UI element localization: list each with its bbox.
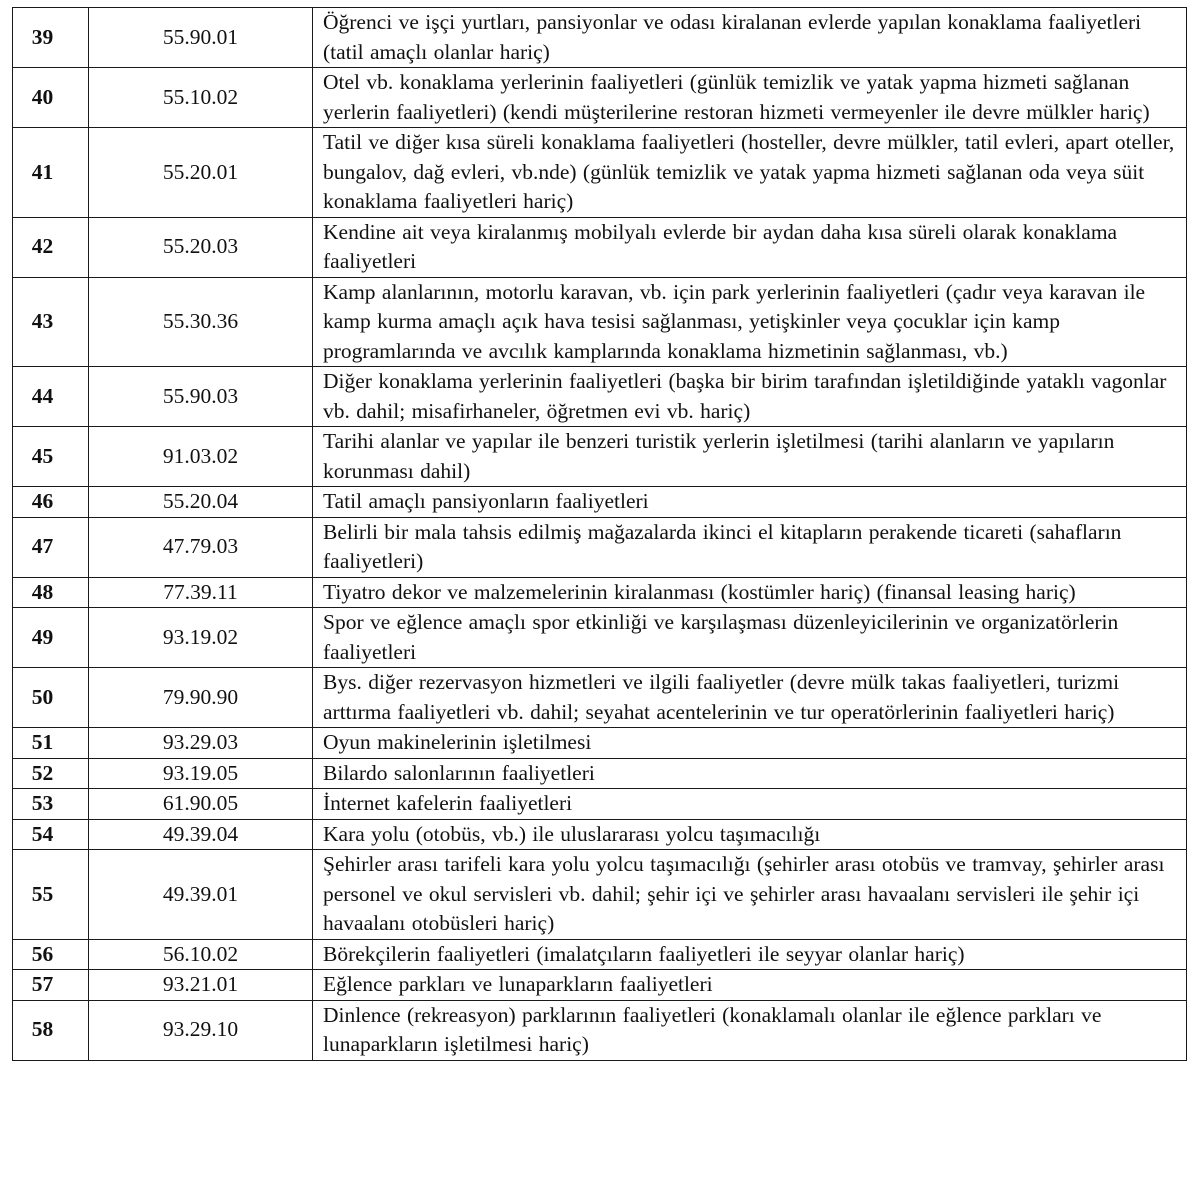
table-row	[13, 427, 1187, 487]
activity-code: 55.90.01	[89, 8, 313, 68]
activity-description: Otel vb. konaklama yerlerinin faaliyetleri (günlük temizlik ve yatak yapma hizmeti sağlanan yerlerin faaliyetleri) (kendi müşterilerine restoran hizmeti vermeyenler ile devre mülkler hariç)	[313, 68, 1187, 128]
row-number: 39	[13, 8, 89, 68]
activity-code: 93.29.10	[89, 1000, 313, 1060]
activity-description: Tatil ve diğer kısa süreli konaklama faaliyetleri (hosteller, devre mülkler, tatil evleri, apart oteller, bungalov, dağ evleri, vb.nde) (günlük temizlik ve yatak yapma hizmeti sağlanan oda veya süit konaklama faaliyetleri hariç)	[313, 128, 1187, 218]
activity-code: 55.20.03	[89, 217, 313, 277]
table-row	[13, 577, 1187, 608]
activity-description: Bilardo salonlarının faaliyetleri	[313, 758, 1187, 789]
row-number: 56	[13, 939, 89, 970]
activity-description: Kendine ait veya kiralanmış mobilyalı evlerde bir aydan daha kısa süreli olarak konaklama faaliyetleri	[313, 217, 1187, 277]
table-row	[13, 850, 1187, 940]
table-row	[13, 819, 1187, 850]
activity-description: Kamp alanlarının, motorlu karavan, vb. için park yerlerinin faaliyetleri (çadır veya karavan ile kamp kurma amaçlı açık hava tesisi sağlanması, yetişkinler veya çocuklar için kamp programlarında ve avcılık kamplarında konaklama hizmetinin sağlanması, vb.)	[313, 277, 1187, 367]
activity-code: 55.20.01	[89, 128, 313, 218]
activity-code: 47.79.03	[89, 517, 313, 577]
table-row	[13, 668, 1187, 728]
table-row	[13, 487, 1187, 518]
activity-code: 91.03.02	[89, 427, 313, 487]
row-number: 54	[13, 819, 89, 850]
row-number: 47	[13, 517, 89, 577]
activity-code: 55.10.02	[89, 68, 313, 128]
activity-description: Oyun makinelerinin işletilmesi	[313, 728, 1187, 759]
activity-description: İnternet kafelerin faaliyetleri	[313, 789, 1187, 820]
table-row	[13, 8, 1187, 68]
row-number: 49	[13, 608, 89, 668]
activity-code: 93.21.01	[89, 970, 313, 1001]
row-number: 57	[13, 970, 89, 1001]
activity-code: 93.19.05	[89, 758, 313, 789]
table-row	[13, 367, 1187, 427]
activity-code: 77.39.11	[89, 577, 313, 608]
table-row	[13, 970, 1187, 1001]
row-number: 44	[13, 367, 89, 427]
activity-code: 93.29.03	[89, 728, 313, 759]
activity-description: Belirli bir mala tahsis edilmiş mağazalarda ikinci el kitapların perakende ticareti (sahafların faaliyetleri)	[313, 517, 1187, 577]
table-row	[13, 517, 1187, 577]
row-number: 45	[13, 427, 89, 487]
activity-code: 61.90.05	[89, 789, 313, 820]
row-number: 55	[13, 850, 89, 940]
activity-code: 55.30.36	[89, 277, 313, 367]
row-number: 58	[13, 1000, 89, 1060]
table-row	[13, 1000, 1187, 1060]
activity-description: Tiyatro dekor ve malzemelerinin kiralanması (kostümler hariç) (finansal leasing hariç)	[313, 577, 1187, 608]
activity-description: Dinlence (rekreasyon) parklarının faaliyetleri (konaklamalı olanlar ile eğlence parkları ve lunaparkların işletilmesi hariç)	[313, 1000, 1187, 1060]
activity-code: 49.39.04	[89, 819, 313, 850]
activity-description: Bys. diğer rezervasyon hizmetleri ve ilgili faaliyetler (devre mülk takas faaliyetleri, turizmi arttırma faaliyetleri vb. dahil; seyahat acentelerinin ve tur operatörlerinin faaliyetleri hariç)	[313, 668, 1187, 728]
activity-code: 55.90.03	[89, 367, 313, 427]
activity-code-table	[12, 7, 1187, 1061]
activity-code: 49.39.01	[89, 850, 313, 940]
row-number: 46	[13, 487, 89, 518]
table-row	[13, 789, 1187, 820]
row-number: 40	[13, 68, 89, 128]
row-number: 48	[13, 577, 89, 608]
row-number: 42	[13, 217, 89, 277]
activity-description: Eğlence parkları ve lunaparkların faaliyetleri	[313, 970, 1187, 1001]
activity-description: Börekçilerin faaliyetleri (imalatçıların faaliyetleri ile seyyar olanlar hariç)	[313, 939, 1187, 970]
activity-description: Diğer konaklama yerlerinin faaliyetleri (başka bir birim tarafından işletildiğinde yataklı vagonlar vb. dahil; misafirhaneler, öğretmen evi vb. hariç)	[313, 367, 1187, 427]
row-number: 53	[13, 789, 89, 820]
activity-description: Tatil amaçlı pansiyonların faaliyetleri	[313, 487, 1187, 518]
table-row	[13, 128, 1187, 218]
table-row	[13, 68, 1187, 128]
table-row	[13, 728, 1187, 759]
table-row	[13, 277, 1187, 367]
row-number: 51	[13, 728, 89, 759]
activity-description: Şehirler arası tarifeli kara yolu yolcu taşımacılığı (şehirler arası otobüs ve tramvay, şehirler arası personel ve okul servisleri vb. dahil; şehir içi ve şehirler arası havaalanı servisleri ile şehir içi havaalanı otobüsleri hariç)	[313, 850, 1187, 940]
row-number: 43	[13, 277, 89, 367]
activity-description: Kara yolu (otobüs, vb.) ile uluslararası yolcu taşımacılığı	[313, 819, 1187, 850]
row-number: 52	[13, 758, 89, 789]
activity-description: Öğrenci ve işçi yurtları, pansiyonlar ve odası kiralanan evlerde yapılan konaklama faaliyetleri (tatil amaçlı olanlar hariç)	[313, 8, 1187, 68]
row-number: 50	[13, 668, 89, 728]
row-number: 41	[13, 128, 89, 218]
table-body	[13, 8, 1187, 1061]
activity-code: 55.20.04	[89, 487, 313, 518]
activity-description: Tarihi alanlar ve yapılar ile benzeri turistik yerlerin işletilmesi (tarihi alanların ve yapıların korunması dahil)	[313, 427, 1187, 487]
activity-code: 79.90.90	[89, 668, 313, 728]
activity-code: 56.10.02	[89, 939, 313, 970]
table-row	[13, 939, 1187, 970]
activity-code: 93.19.02	[89, 608, 313, 668]
activity-description: Spor ve eğlence amaçlı spor etkinliği ve karşılaşması düzenleyicilerinin ve organizatörlerin faaliyetleri	[313, 608, 1187, 668]
table-row	[13, 217, 1187, 277]
table-row	[13, 758, 1187, 789]
table-row	[13, 608, 1187, 668]
